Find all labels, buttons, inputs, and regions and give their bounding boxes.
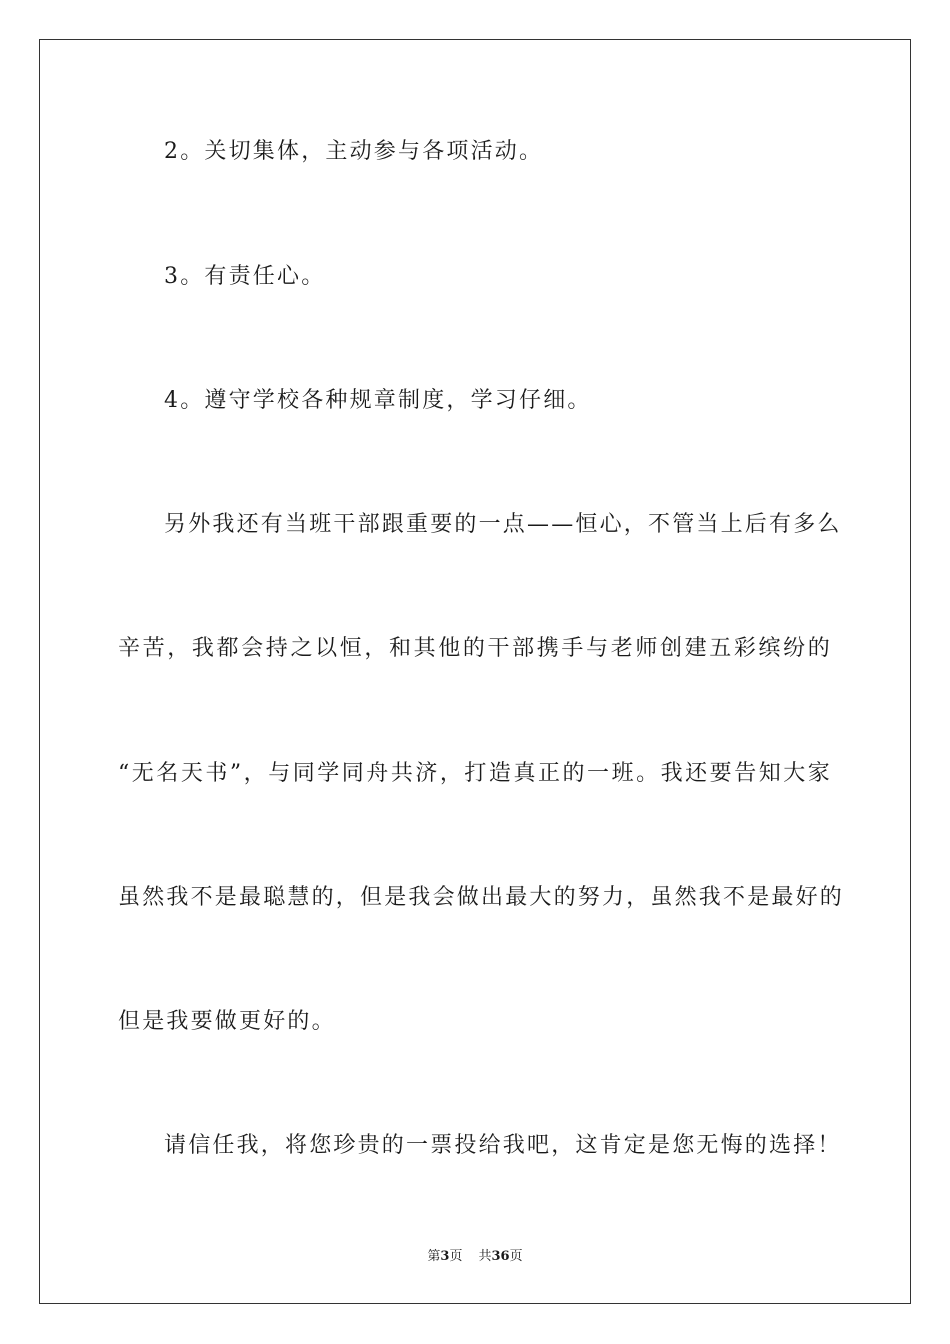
paragraph-line-1: 另外我还有当班干部跟重要的一点——恒心，不管当上后有多么 bbox=[164, 512, 842, 537]
page-border bbox=[39, 39, 911, 1304]
list-item-3: 3。有责任心。 bbox=[164, 264, 326, 289]
closing-paragraph: 请信任我，将您珍贵的一票投给我吧，这肯定是您无悔的选择！ bbox=[164, 1133, 842, 1158]
list-item-4: 4。遵守学校各种规章制度，学习仔细。 bbox=[164, 388, 592, 413]
paragraph-line-3: “无名天书”，与同学同舟共济，打造真正的一班。我还要告知大家 bbox=[118, 761, 832, 786]
list-item-2: 2。关切集体，主动参与各项活动。 bbox=[164, 139, 544, 164]
paragraph-line-2: 辛苦，我都会持之以恒，和其他的干部携手与老师创建五彩缤纷的 bbox=[118, 636, 832, 661]
paragraph-line-4: 虽然我不是最聪慧的，但是我会做出最大的努力，虽然我不是最好的 bbox=[118, 885, 845, 910]
footer-page-prefix: 第 bbox=[427, 1249, 441, 1264]
footer-total-number: 36 bbox=[491, 1249, 510, 1264]
paragraph-line-5: 但是我要做更好的。 bbox=[118, 1009, 336, 1034]
page-footer bbox=[0, 1248, 950, 1266]
footer-total-suffix: 页 bbox=[509, 1249, 523, 1264]
footer-page-number: 3 bbox=[440, 1249, 450, 1264]
footer-total-prefix: 共 bbox=[478, 1249, 492, 1264]
footer-page-suffix: 页 bbox=[449, 1249, 463, 1264]
